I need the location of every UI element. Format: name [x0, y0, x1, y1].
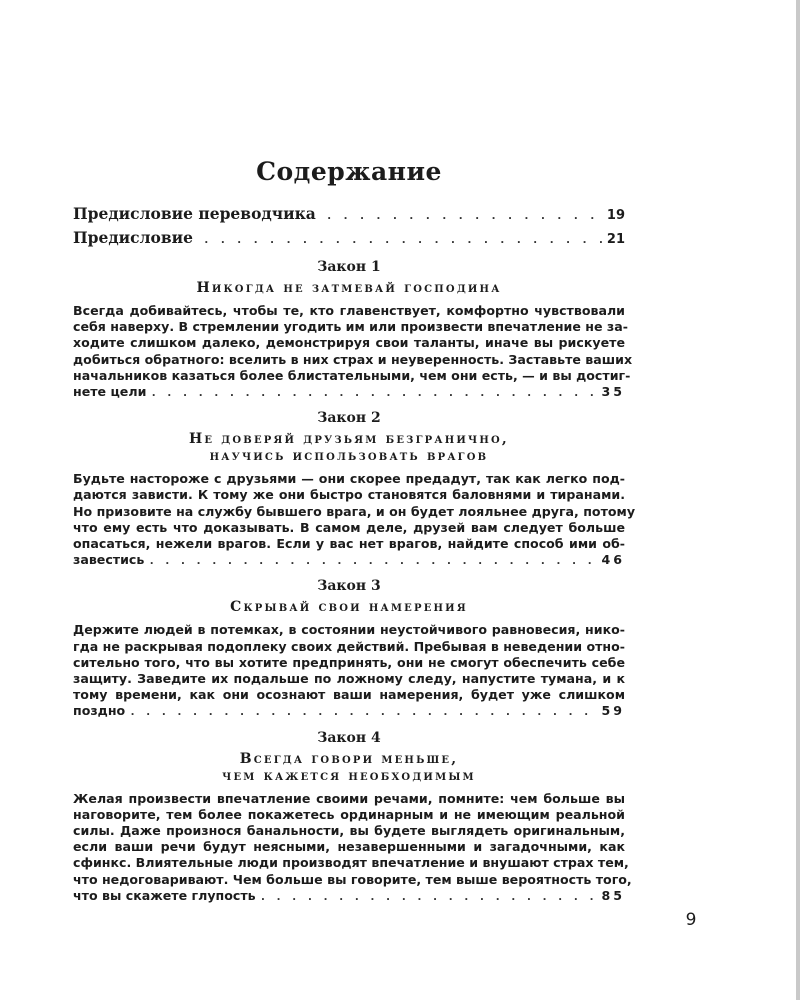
page-title: Содержание — [256, 157, 442, 186]
law-title-line: чем кажется необходимым — [222, 767, 476, 784]
laws-list — [73, 257, 636, 905]
law-description-last-line — [73, 384, 625, 401]
law-description-line: если ваши речи будут неясными, незавершенными и загадочными, как — [73, 839, 625, 855]
law-description-last-line — [73, 888, 625, 905]
law-description-line: Будьте настороже с друзьями — они скорее предадут, так как легко под- — [73, 471, 625, 487]
law-description-line: нете цели — [73, 384, 147, 400]
law-title-line: Всегда говори меньше, — [239, 750, 459, 767]
law-description-line: поздно — [73, 703, 126, 719]
law-number: Закон 2 — [317, 410, 381, 427]
law-page-number: 85 — [601, 887, 625, 903]
law-description-line: себя наверху. В стремлении угодить им или произвести впечатление не за- — [73, 319, 628, 335]
dot-leader — [203, 228, 607, 252]
law-description-line: сфинкс. Влиятельные люди производят впечатление и внушают страх тем, — [73, 855, 629, 871]
law-description — [73, 303, 633, 401]
law-section[interactable] — [73, 576, 625, 720]
law-title-line: Не доверяй друзьям безгранично, — [188, 431, 510, 448]
toc-entry-page: 19 — [606, 208, 625, 223]
dot-leader — [148, 553, 597, 569]
law-page-number: 59 — [601, 703, 625, 719]
law-description-line: Держите людей в потемках, в состоянии неустойчивого равновесия, нико- — [73, 622, 625, 638]
page-edge-shadow — [796, 0, 800, 1000]
toc-entry-preface[interactable] — [73, 226, 625, 250]
law-title-line: Скрывай свои намерения — [230, 599, 468, 616]
law-description-line: тому времени, как они осознают ваши намерения, будет уже слишком — [73, 687, 625, 703]
law-description-line: начальников казаться более блистательными, чем они есть, — и вы достиг- — [73, 367, 631, 383]
law-description-line: Но призовите на службу бывшего врага, и он будет лояльнее друга, потому — [73, 503, 636, 519]
toc-entry-page: 21 — [606, 232, 625, 247]
toc-entry-title: Предисловие переводчика — [73, 204, 316, 223]
law-title-line: научись использовать врагов — [209, 448, 489, 465]
dot-leader — [150, 385, 597, 401]
law-description-line: добиться обратного: вселить в них страх и неуверенность. Заставьте ваших — [73, 351, 633, 367]
dot-leader — [129, 704, 597, 720]
dot-leader — [260, 889, 598, 905]
dot-leader — [326, 204, 607, 228]
law-description-line: сительно того, что вы хотите предпринять, они не смогут обеспечить себе — [73, 654, 625, 670]
law-page-number: 35 — [601, 384, 625, 400]
law-description-line: наговорите, тем более покажетесь ординарным и не имеющим реальной — [73, 806, 625, 822]
page-number: 9 — [685, 910, 697, 930]
law-description — [73, 471, 636, 569]
law-page-number: 46 — [601, 552, 625, 568]
law-number: Закон 1 — [317, 259, 381, 275]
law-description-last-line — [73, 703, 625, 720]
law-description-line: что ему есть что доказывать. В самом деле, друзей вам следует больше — [73, 519, 625, 535]
law-description-line: ходите слишком далеко, демонстрируя свои таланты, иначе вы рискуете — [73, 335, 625, 351]
law-description-line: что недоговаривают. Чем больше вы говорите, тем выше вероятность того, — [73, 871, 632, 887]
table-of-contents — [73, 156, 636, 905]
law-description-line: опасаться, нежели врагов. Если у вас нет врагов, найдите способ ими об- — [73, 536, 625, 552]
toc-entry-translator-preface[interactable] — [73, 202, 625, 226]
toc-entry-title: Предисловие — [73, 228, 193, 247]
law-description-line: защиту. Заведите их подальше по ложному следу, напустите тумана, и к — [73, 671, 625, 687]
law-description — [73, 622, 625, 720]
law-description-line: Желая произвести впечатление своими речами, помните: чем больше вы — [73, 790, 625, 806]
law-section[interactable] — [73, 728, 632, 905]
law-description-line: силы. Даже произнося банальности, вы будете выглядеть оригинальным, — [73, 823, 625, 839]
law-number: Закон 3 — [317, 578, 381, 595]
law-description-line: завестись — [73, 552, 145, 568]
law-description — [73, 790, 632, 905]
law-section[interactable] — [73, 408, 636, 569]
law-description-line: гда не раскрывая подоплеку своих действий. Пребывая в неведении отно- — [73, 638, 625, 654]
law-description-line: даются зависти. К тому же они быстро становятся баловнями и тиранами. — [73, 487, 625, 503]
law-description-line: Всегда добивайтесь, чтобы те, кто главенствует, комфортно чувствовали — [73, 303, 625, 318]
law-description-last-line — [73, 552, 625, 569]
law-title-line: Никогда не затмевай господина — [196, 280, 502, 296]
law-description-line: что вы скажете глупость — [73, 887, 256, 903]
law-section[interactable] — [73, 257, 633, 401]
law-number: Закон 4 — [317, 729, 381, 746]
